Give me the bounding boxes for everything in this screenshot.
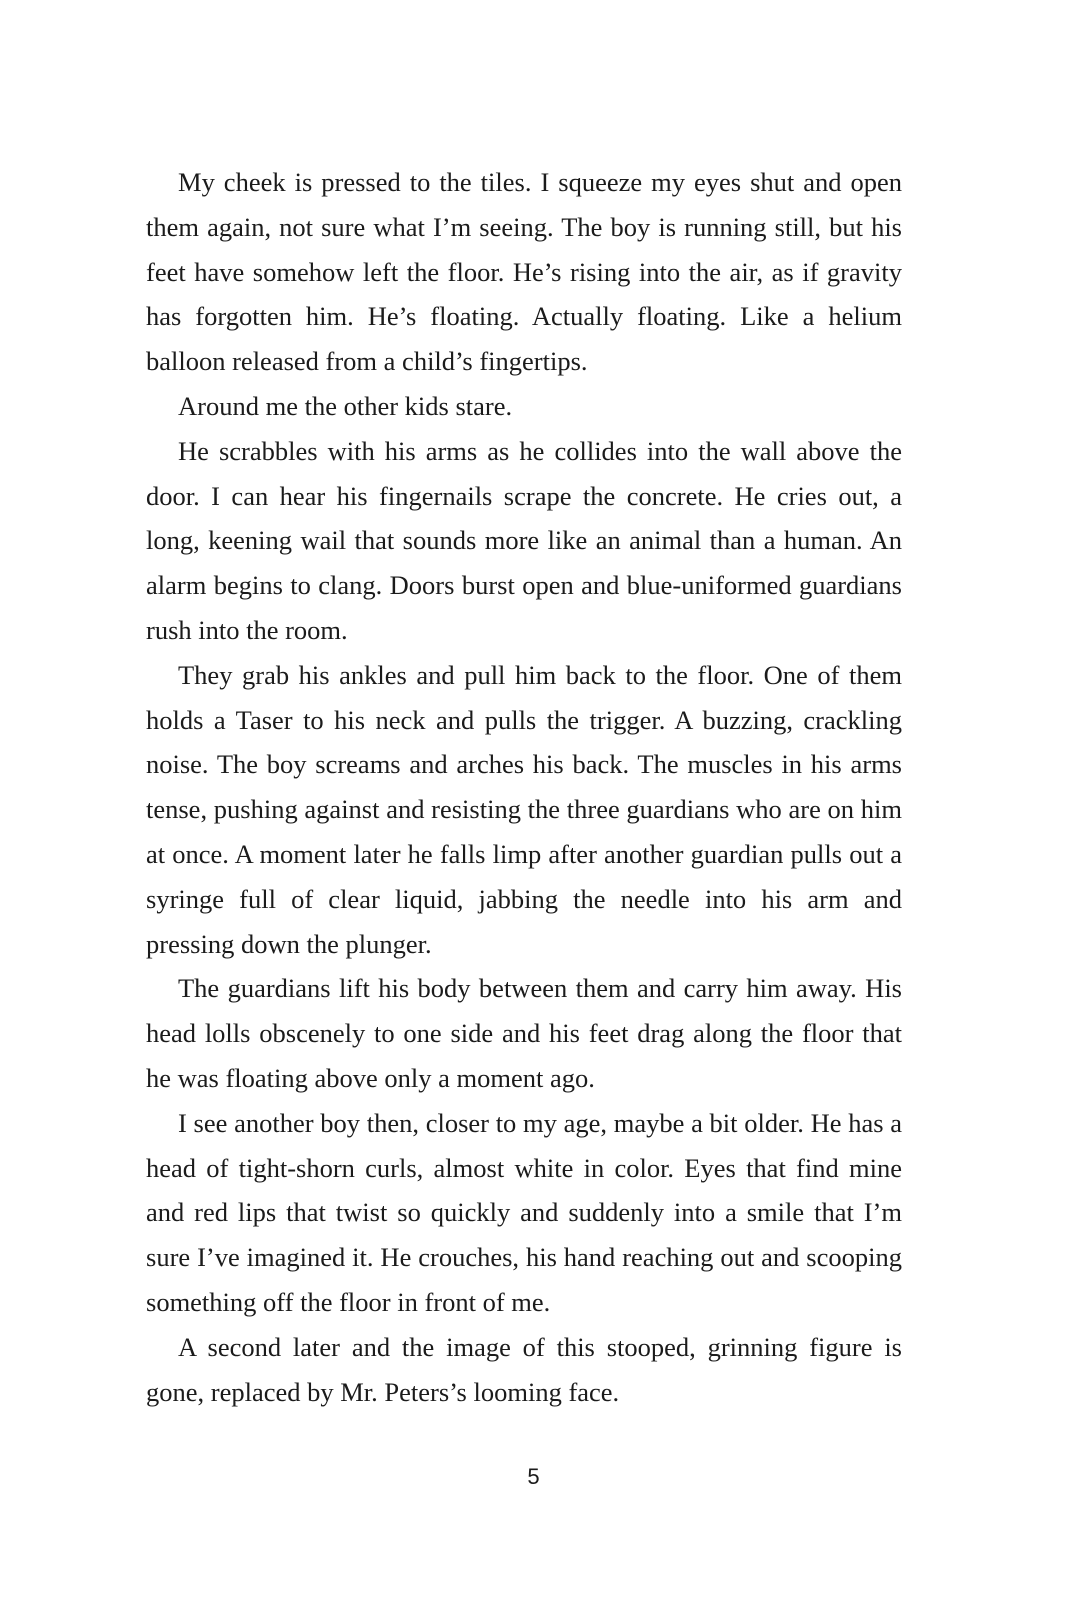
paragraph: They grab his ankles and pull him back to the floor. One of them holds a Taser to his neck and pulls the trigger. A buzzing, crackling noise. The boy screams and arches his back. The muscles in his arms tense, pushing against and resisting the three guardians who are on him at once. A moment later he falls limp after another guardian pulls out a syringe full of clear liquid, jabbing the needle into his arm and pressing down the plunger. (146, 659, 902, 959)
paragraph: He scrabbles with his arms as he collides into the wall above the door. I can hear his fingernails scrape the concrete. He cries out, a long, keening wail that sounds more like an animal than a human. An alarm begins to clang. Doors burst open and blue-uniformed guardians rush into the room. (146, 435, 902, 645)
paragraph: Around me the other kids stare. (178, 390, 513, 421)
paragraph: The guardians lift his body between them and carry him away. His head lolls obscenely to one side and his feet drag along the floor that he was floating above only a moment ago. (146, 973, 902, 1093)
paragraph: A second later and the image of this stooped, grinning figure is gone, replaced by Mr. Peters’s looming face. (146, 1331, 902, 1407)
page-number: 5 (527, 1464, 540, 1489)
paragraph: I see another boy then, closer to my age, maybe a bit older. He has a head of tight-shorn curls, almost white in color. Eyes that find mine and red lips that twist so quickly and suddenly into a smile that I’m sure I’ve imagined it. He crouches, his hand reaching out and scooping something off the floor in front of me. (146, 1107, 902, 1317)
paragraph: My cheek is pressed to the tiles. I squeeze my eyes shut and open them again, not sure what I’m seeing. The boy is running still, but his feet have somehow left the floor. He’s rising into the air, as if gravity has forgotten him. He’s floating. Actually floating. Like a helium balloon released from a child’s fingertips. (146, 167, 902, 377)
body-text (146, 160, 902, 1414)
